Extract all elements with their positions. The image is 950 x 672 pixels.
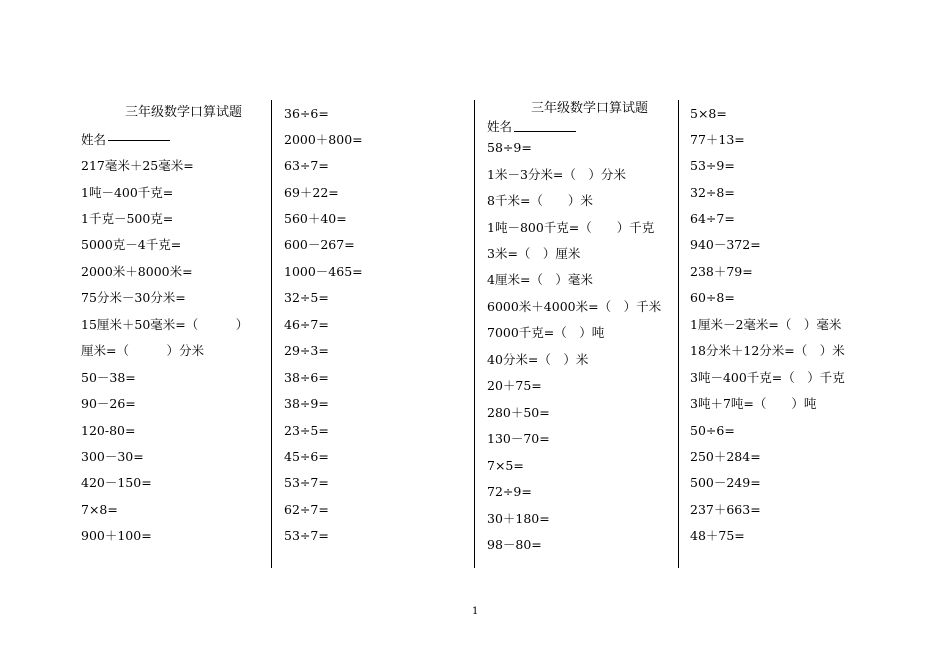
problem: 300－30=	[81, 449, 144, 464]
problem: 120-80=	[81, 423, 136, 438]
problem: 40分米=（ ）米	[487, 352, 589, 367]
problem: 69＋22=	[284, 185, 339, 200]
problem: 8千米=（ ）米	[487, 193, 593, 208]
right-name-label: 姓名	[487, 119, 513, 134]
problem: 3米=（ ）厘米	[487, 246, 581, 261]
problem: 53÷7=	[284, 475, 329, 490]
problem: 1厘米－2毫米=（ ）毫米	[690, 317, 842, 332]
problem: 32÷5=	[284, 290, 329, 305]
problem: 2000＋800=	[284, 132, 363, 147]
problem: 1千克－500克=	[81, 211, 174, 226]
problem: 98－80=	[487, 537, 542, 552]
left-name-label: 姓名	[81, 132, 107, 147]
problem: 38÷9=	[284, 396, 329, 411]
problem: 7000千克=（ ）吨	[487, 325, 605, 340]
problem: 500－249=	[690, 475, 761, 490]
problem: 60÷8=	[690, 290, 735, 305]
left-sheet-title: 三年级数学口算试题	[125, 105, 243, 120]
column-divider	[271, 100, 272, 568]
right-sheet-title: 三年级数学口算试题	[531, 101, 649, 116]
left-name-blank	[108, 140, 170, 141]
left-name-row	[81, 133, 170, 147]
problem: 20＋75=	[487, 378, 542, 393]
problem: 6000米＋4000米=（ ）千米	[487, 299, 662, 314]
problem: 29÷3=	[284, 343, 329, 358]
sheet-divider	[474, 100, 475, 568]
problem: 238＋79=	[690, 264, 753, 279]
problem: 3吨－400千克=（ ）千克	[690, 370, 845, 385]
problem: 1吨－400千克=	[81, 185, 174, 200]
problem: 72÷9=	[487, 484, 532, 499]
problem: 77＋13=	[690, 132, 745, 147]
problem: 63÷7=	[284, 158, 329, 173]
problem: 36÷6=	[284, 106, 329, 121]
problem: 53÷9=	[690, 158, 735, 173]
problem: 38÷6=	[284, 370, 329, 385]
problem: 53÷7=	[284, 528, 329, 543]
problem: 900＋100=	[81, 528, 152, 543]
problem: 30＋180=	[487, 511, 550, 526]
problem: 48＋75=	[690, 528, 745, 543]
problem: 280＋50=	[487, 405, 550, 420]
column-divider	[678, 100, 679, 568]
problem: 1米－3分米=（ ）分米	[487, 167, 626, 182]
problem: 7×8=	[81, 502, 118, 517]
right-name-blank	[514, 131, 576, 132]
problem: 940－372=	[690, 237, 761, 252]
problem: 58÷9=	[487, 140, 532, 155]
problem: 3吨＋7吨=（ ）吨	[690, 396, 817, 411]
problem: 50÷6=	[690, 423, 735, 438]
problem: 23÷5=	[284, 423, 329, 438]
problem: 15厘米＋50毫米=（ ）	[81, 317, 249, 332]
right-name-row	[487, 120, 576, 134]
problem: 50－38=	[81, 370, 136, 385]
problem: 237＋663=	[690, 502, 761, 517]
problem: 62÷7=	[284, 502, 329, 517]
problem: 1000－465=	[284, 264, 363, 279]
problem: 560＋40=	[284, 211, 347, 226]
problem: 32÷8=	[690, 185, 735, 200]
problem: 5000克－4千克=	[81, 237, 182, 252]
problem: 75分米－30分米=	[81, 290, 186, 305]
problem: 45÷6=	[284, 449, 329, 464]
problem: 5×8=	[690, 106, 727, 121]
problem: 600－267=	[284, 237, 355, 252]
problem: 7×5=	[487, 458, 524, 473]
problem: 64÷7=	[690, 211, 735, 226]
problem: 217毫米＋25毫米=	[81, 158, 194, 173]
problem: 18分米＋12分米=（ ）米	[690, 343, 845, 358]
problem: 2000米＋8000米=	[81, 264, 193, 279]
problem: 厘米=（ ）分米	[81, 343, 204, 358]
problem: 4厘米=（ ）毫米	[487, 272, 593, 287]
problem: 1吨－800千克=（ ）千克	[487, 220, 655, 235]
problem: 420－150=	[81, 475, 152, 490]
page-number: 1	[472, 606, 479, 617]
problem: 130－70=	[487, 431, 550, 446]
problem: 250＋284=	[690, 449, 761, 464]
problem: 46÷7=	[284, 317, 329, 332]
problem: 90－26=	[81, 396, 136, 411]
